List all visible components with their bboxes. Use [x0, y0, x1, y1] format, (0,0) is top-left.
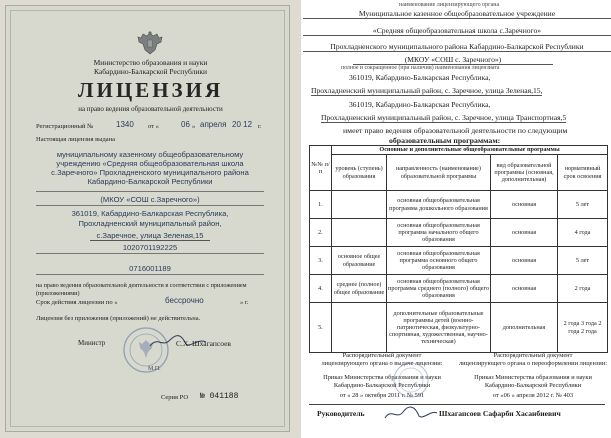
appendix-note: Лицензия без приложения (приложений) не действительна. [36, 315, 201, 322]
table-row [310, 275, 608, 303]
cell-type: основная [491, 275, 558, 303]
org-full-line-3: Прохладненского муниципального района Кабардино-Балкарской Республики [303, 43, 611, 52]
table-row [310, 191, 608, 219]
order-left-title-2: лицензирующего органа о выдаче лицензии: [321, 360, 443, 367]
order-right-title-2: лицензирующего органа о переоформлении лицензии: [458, 360, 608, 367]
licensing-authority-note: наименование лицензирующего органа [399, 2, 500, 8]
cell-term: 5 лет [558, 247, 608, 275]
table-header-row [310, 155, 608, 191]
ministry-line-1: Министерство образования и науки [93, 58, 208, 67]
registration-day-close: » [192, 123, 196, 130]
cell-type: дополнительная [491, 303, 558, 353]
address-line-1: 361019, Кабардино-Балкарская Республика, [349, 73, 491, 82]
cell-direction: основная общеобразовательная программа основного общего образования [387, 247, 491, 275]
group-header: Основные и дополнительные общеобразовательные программы [332, 146, 608, 155]
signature-separator [309, 404, 605, 405]
organization-line-4: Кабардино-Балкарской Республики [87, 177, 213, 186]
license-title: ЛИЦЕНЗИЯ [77, 78, 224, 102]
organization-line-1: муниципальному казенному общеобразовательному [56, 150, 244, 159]
signer-name: С.Х. Шхагапсоев [176, 339, 231, 348]
cell-direction: основная общеобразовательная программа среднего (полного) общего образования [387, 275, 491, 303]
license-appendix-page [303, 0, 611, 438]
names-caption: полное и сокращенное (при наличии) наименования лицензиата [341, 65, 500, 71]
cell-level [332, 303, 387, 353]
column-direction: направленность (наименование) образовательной программы [387, 155, 491, 191]
validity-value: бессрочно [165, 296, 204, 305]
org-full-line-2: «Средняя общеобразовательная школа с.Заречного» [303, 27, 611, 36]
address-line-2: Прохладненский муниципальный район, с. Заречное, улица Зеленая,15, [311, 86, 543, 95]
column-type: вид образовательной программы (основная, дополнительная) [491, 155, 558, 191]
registration-number: 1340 [116, 120, 134, 129]
cell-level: среднее (полное) общее образование [332, 275, 387, 303]
issued-to-label: Настоящая лицензия выдана [36, 136, 116, 143]
cell-direction: основная общеобразовательная программа начального общего образования [387, 219, 491, 247]
validity-label: Срок действия лицензии по « [36, 299, 118, 306]
registration-year-suffix: г. [258, 123, 262, 130]
cell-level [332, 219, 387, 247]
registration-day: 06 [181, 120, 190, 129]
head-name: Шхагапсоев Сафарби Хасанбиевич [439, 409, 561, 418]
column-number: №№ п/п [310, 146, 332, 191]
registration-from: от « [148, 123, 159, 130]
head-signature [383, 404, 439, 422]
org-full-line-1: Муниципальное казенное общеобразовательное учреждение [303, 10, 611, 19]
order-left-line-1: Приказ Министерства образования и науки [323, 374, 441, 381]
appendix-seal-stamp [391, 360, 431, 400]
order-right-line-2: Кабардино-Балкарской Республики [484, 382, 582, 389]
table-header-row-group [310, 146, 608, 155]
table-row [310, 303, 608, 353]
order-right-date: от «06 » апреля 2012 г. № 403 [492, 392, 574, 399]
registration-month: апреля [200, 120, 227, 129]
cell-direction: дополнительные образовательные программы детей (военно-патриотическая, физкультурно-спортивная, художественная, научно-техническая) [387, 303, 491, 353]
head-label: Руководитель [317, 409, 365, 418]
series-number: № 041188 [200, 392, 239, 401]
ogrn-number: 1020701192225 [122, 243, 178, 252]
coat-of-arms-emblem [135, 30, 165, 56]
right-to-education-line-2: (приложениями) [36, 290, 80, 297]
series-label: Серия РО [161, 394, 189, 401]
order-left-line-2: Кабардино-Балкарской Республики [333, 382, 431, 389]
ministry-line-2: Кабардино-Балкарской Республики [93, 67, 208, 76]
cell-term: 5 лет [558, 191, 608, 219]
cell-number: 5. [310, 303, 332, 353]
license-subtitle: на право ведения образовательной деятельности [78, 105, 223, 113]
cell-number: 3. [310, 247, 332, 275]
cell-level [332, 191, 387, 219]
org-short-name: (МКОУ «СОШ с. Заречного») [353, 56, 553, 65]
cell-type: основная [491, 191, 558, 219]
right-text-line-1: имеет право ведения образовательной деятельности по следующим [343, 126, 568, 135]
stamp-mp: М.П. [148, 366, 161, 372]
organization-short-name: (МКОУ «СОШ с.Заречного») [100, 195, 200, 204]
column-term: нормативный срок освоения [558, 155, 608, 191]
cell-direction: основная общеобразовательная программа дошкольного образования [387, 191, 491, 219]
inn-number: 0716001189 [129, 264, 171, 273]
programs-table [309, 145, 608, 353]
order-right-title-1: Распорядительный документ [493, 352, 573, 359]
cell-number: 2. [310, 219, 332, 247]
organization-line-3: с.Заречного» Прохладненского муниципального района [51, 168, 249, 177]
signer-label: Министр [78, 339, 106, 347]
table-row [310, 247, 608, 275]
right-to-education-line-1: на право ведения образовательной деятельности в соответствии с приложением [36, 282, 247, 289]
address-line-4: Прохладненский муниципальный район, с. Заречное, улица Транспортная,5 [321, 113, 567, 122]
cell-term: 2 года 3 года 2 года 2 года [558, 303, 608, 353]
cell-type: основная [491, 219, 558, 247]
validity-suffix: » г. [240, 299, 249, 306]
cell-number: 1. [310, 191, 332, 219]
license-front-page [0, 0, 301, 438]
cell-level: основное общее образование [332, 247, 387, 275]
order-right-line-1: Приказ Министерства образования и науки [474, 374, 592, 381]
registration-year: 20 12 [232, 120, 253, 129]
cell-type: основная [491, 247, 558, 275]
address-line-2: Прохладненский муниципальный район, [78, 219, 222, 228]
order-left-date: от « 28 » октября 2011 г. № 591 [339, 392, 425, 399]
address-line-3: 361019, Кабардино-Балкарская Республика, [349, 100, 491, 109]
table-row [310, 219, 608, 247]
address-line-1: 361019, Кабардино-Балкарская Республика, [71, 209, 229, 218]
organization-line-2: учреждению «Средняя общеобразовательная школа [56, 159, 244, 168]
cell-term: 4 года [558, 219, 608, 247]
cell-term: 2 года [558, 275, 608, 303]
cell-number: 4. [310, 275, 332, 303]
registration-label: Регистрационный № [36, 123, 94, 130]
column-level: уровень (ступень) образования [332, 155, 387, 191]
order-left-title-1: Распорядительный документ [342, 352, 422, 359]
address-line-3: с.Заречное, улица Зеленая,15 [90, 232, 210, 241]
right-text-line-2: образовательным программам: [389, 136, 501, 145]
